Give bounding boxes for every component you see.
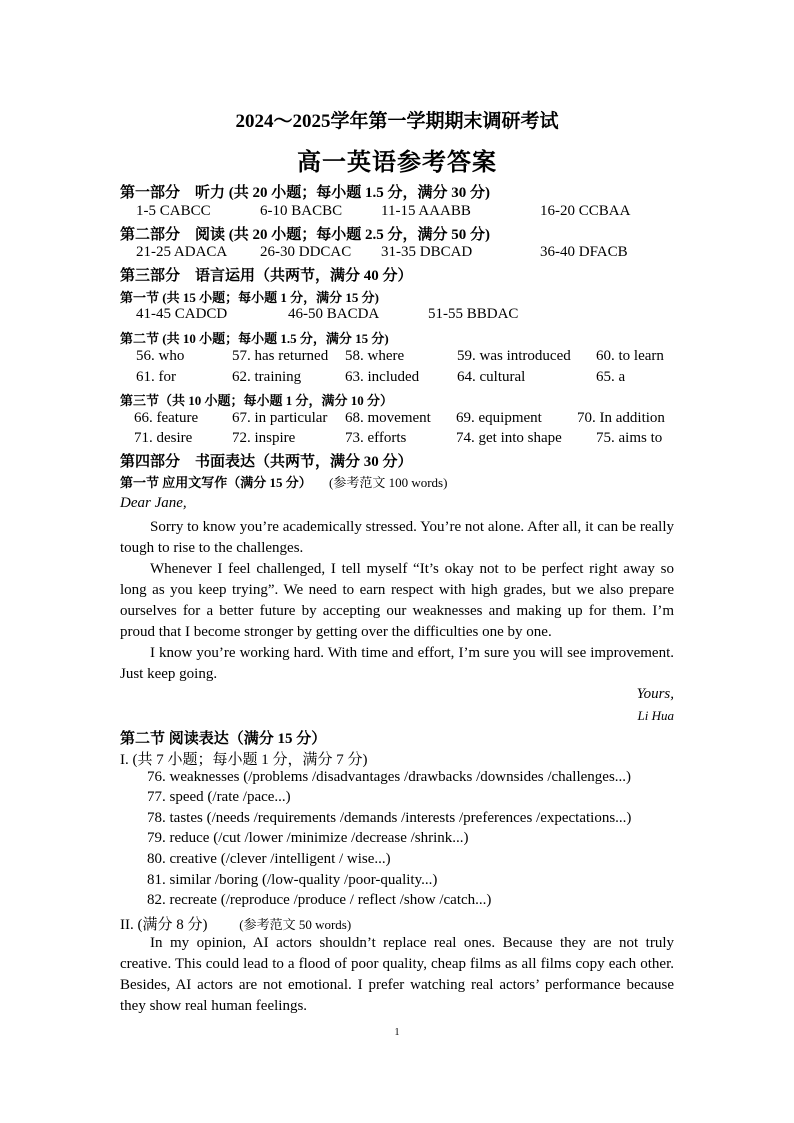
letter-closing: Yours, xyxy=(636,686,674,702)
answer-item: 57. has returned xyxy=(232,348,329,364)
part3-heading: 第三部分 语言运用（共两节，满分 40 分） xyxy=(120,268,413,284)
answer-item: 78. tastes (/needs /requirements /demands /interests /preferences /expectations...) xyxy=(147,810,632,826)
part4-section1-heading xyxy=(120,472,447,491)
answer-item: 70. In addition xyxy=(577,410,665,426)
part1-heading: 第一部分 听力 (共 20 小题；每小题 1.5 分，满分 30 分) xyxy=(120,185,490,201)
answer-item: 74. get into shape xyxy=(456,430,562,446)
answer-item: 69. equipment xyxy=(456,410,542,426)
answer-group: 21-25 ADACA xyxy=(136,244,228,260)
letter-paragraph: I know you’re working hard. With time and effort, I’m sure you will see improvement. Just keep going. xyxy=(120,645,674,682)
letter-greeting: Dear Jane, xyxy=(120,495,187,511)
answer-item: 62. training xyxy=(232,369,302,385)
answer-item: 68. movement xyxy=(345,410,431,426)
answer-group: 16-20 CCBAA xyxy=(540,203,631,219)
part3-section2-heading: 第二节 (共 10 小题；每小题 1.5 分，满分 15 分) xyxy=(120,331,389,346)
exam-title: 2024～2025学年第一学期期末调研考试 xyxy=(235,111,559,132)
answer-item: 80. creative (/clever /intelligent / wise...) xyxy=(147,851,391,867)
part3-section3-heading: 第三节（共 10 小题；每小题 1 分，满分 10 分） xyxy=(120,393,394,408)
page-number: 1 xyxy=(394,1027,400,1038)
part4-section2-heading: 第二节 阅读表达（满分 15 分） xyxy=(120,731,327,747)
part-i-heading: I. (共 7 小题；每小题 1 分，满分 7 分) xyxy=(120,752,368,768)
answer-item: 73. efforts xyxy=(345,430,407,446)
answer-item: 77. speed (/rate /pace...) xyxy=(147,789,291,805)
answer-item: 66. feature xyxy=(134,410,199,426)
word-count-note: (参考范文 100 words) xyxy=(329,475,448,490)
answer-item: 59. was introduced xyxy=(457,348,571,364)
answer-item: 65. a xyxy=(596,369,626,385)
part2-heading: 第二部分 阅读 (共 20 小题；每小题 2.5 分，满分 50 分) xyxy=(120,227,490,243)
part4-heading: 第四部分 书面表达（共两节，满分 30 分） xyxy=(120,454,413,470)
section-title: 第一节 应用文写作（满分 15 分） xyxy=(120,475,312,490)
answer-item: 63. included xyxy=(345,369,420,385)
letter-signature: Li Hua xyxy=(637,708,674,723)
answer-item: 75. aims to xyxy=(596,430,663,446)
section-title: II. (满分 8 分) xyxy=(120,917,208,933)
answer-group: 6-10 BACBC xyxy=(260,203,343,219)
letter-paragraph: Whenever I feel challenged, I tell myself “It’s okay not to be perfect right away so long as you keep trying”. We need to earn respect with high grades, but we also prepare ourselves for a better future by accepting our weaknesses and making up for them. I’m proud that I become stronger by getting over the difficulties one by one. xyxy=(120,561,674,640)
answer-group: 31-35 DBCAD xyxy=(381,244,473,260)
answer-item: 81. similar /boring (/low-quality /poor-quality...) xyxy=(147,872,438,888)
part-ii-heading xyxy=(120,913,351,934)
part3-section1-heading: 第一节 (共 15 小题；每小题 1 分，满分 15 分) xyxy=(120,290,379,305)
answer-item: 82. recreate (/reproduce /produce / reflect /show /catch...) xyxy=(147,892,492,908)
document-subtitle: 高一英语参考答案 xyxy=(297,150,497,176)
answer-item: 76. weaknesses (/problems /disadvantages /drawbacks /downsides /challenges...) xyxy=(147,769,632,785)
essay-paragraph: In my opinion, AI actors shouldn’t replace real ones. Because they are not truly creative. This could lead to a flood of poor quality, cheap films as all films copy each other. Besides, AI actors are not emotional. I prefer watching real actors’ performance because they show real human feelings. xyxy=(120,935,674,1014)
answer-item: 56. who xyxy=(136,348,185,364)
answer-group: 11-15 AAABB xyxy=(381,203,471,219)
answer-group: 36-40 DFACB xyxy=(540,244,628,260)
letter-paragraph: Sorry to know you’re academically stressed. You’re not alone. After all, it can be really tough to rise to the challenges. xyxy=(120,519,674,556)
answer-group: 46-50 BACDA xyxy=(288,306,380,322)
answer-item: 61. for xyxy=(136,369,176,385)
answer-item: 79. reduce (/cut /lower /minimize /decrease /shrink...) xyxy=(147,830,469,846)
answer-item: 67. in particular xyxy=(232,410,328,426)
answer-group: 1-5 CABCC xyxy=(136,203,211,219)
answer-group: 51-55 BBDAC xyxy=(428,306,519,322)
word-count-note: (参考范文 50 words) xyxy=(239,917,352,932)
answer-item: 72. inspire xyxy=(232,430,296,446)
answer-item: 71. desire xyxy=(134,430,193,446)
answer-item: 60. to learn xyxy=(596,348,664,364)
answer-group: 41-45 CADCD xyxy=(136,306,228,322)
answer-group: 26-30 DDCAC xyxy=(260,244,352,260)
answer-item: 58. where xyxy=(345,348,405,364)
answer-item: 64. cultural xyxy=(457,369,526,385)
